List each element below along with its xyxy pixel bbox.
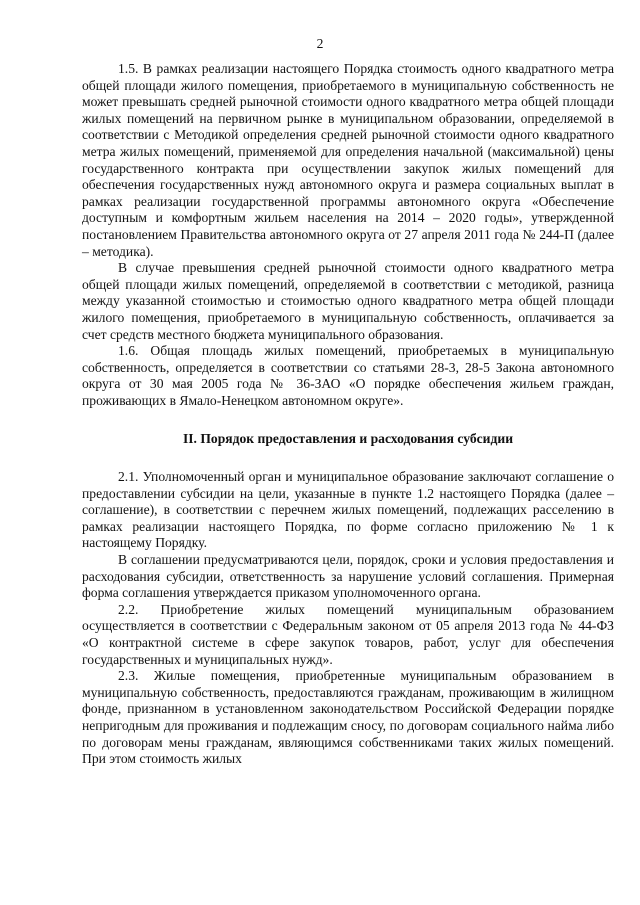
paragraph-2-2: 2.2. Приобретение жилых помещений муниципальным образованием осуществляется в соответствии с Федеральным законом от 05 апреля 2013 года № 44-ФЗ «О контрактной системе в сфере закупок товаров, работ, услуг для обеспечения государственных и муниципальных нужд».: [82, 601, 614, 667]
section-heading: II. Порядок предоставления и расходования субсидии: [182, 431, 514, 447]
paragraph-price-difference: В случае превышения средней рыночной стоимости одного квадратного метра общей площади жилых помещений, определяемой в соответствии с методикой, разница между указанной стоимостью и стоимостью одного квадратного метра общей площади жилого помещения, приобретаемого в муниципальную собственность, оплачивается за счет средств местного бюджета муниципального образования.: [82, 260, 614, 342]
paragraph-1-5: 1.5. В рамках реализации настоящего Порядка стоимость одного квадратного метра общей площади жилого помещения, приобретаемого в муниципальную собственность не может превышать средней рыночной стоимости одного квадратного метра общей площади жилых помещений на первичном рынке в муниципальном образовании, определяемой в соответствии с Методикой определения средней рыночной стоимости одного квадратного метра жилых помещений, применяемой для определения начальной (максимальной) цены государственного контракта при осуществлении закупок жилых помещений для обеспечения государственных нужд автономного округа и размера социальных выплат в рамках реализации государственной программы автономного округа «Обеспечение доступным и комфортным жильем населения на 2014 – 2020 годы», утвержденной постановлением Правительства автономного округа от 27 апреля 2011 года № 244-П (далее – методика).: [82, 61, 614, 259]
paragraph-agreement-terms: В соглашении предусматриваются цели, порядок, сроки и условия предоставления и расходования субсидии, ответственность за нарушение условий соглашения. Примерная форма соглашения утверждается приказом уполномоченного органа.: [82, 552, 614, 601]
paragraph-2-1: 2.1. Уполномоченный орган и муниципальное образование заключают соглашение о предоставлении субсидии на цели, указанные в пункте 1.2 настоящего Порядка (далее – соглашение), в соответствии с перечнем жилых помещений, подлежащих расселению в рамках реализации настоящего Порядка, по форме согласно приложению № 1 к настоящему Порядку.: [82, 469, 614, 551]
document-body: [82, 61, 614, 768]
paragraph-2-3: 2.3. Жилые помещения, приобретенные муниципальным образованием в муниципальную собственность, предоставляются гражданам, проживающим в жилищном фонде, признанном в установленном законодательством Российской Федерации порядке непригодным для проживания и подлежащим сносу, по договорам социального найма либо по договорам мены гражданам, являющимся собственниками таких жилых помещений. При этом стоимость жилых: [82, 668, 614, 767]
paragraph-1-6: 1.6. Общая площадь жилых помещений, приобретаемых в муниципальную собственность, определяется в соответствии со статьями 28-3, 28-5 Закона автономного округа от 30 мая 2005 года № 36-ЗАО «О порядке обеспечения жильем граждан, проживающих в Ямало-Ненецком автономном округе».: [82, 343, 614, 408]
page-number: 2: [316, 36, 324, 51]
